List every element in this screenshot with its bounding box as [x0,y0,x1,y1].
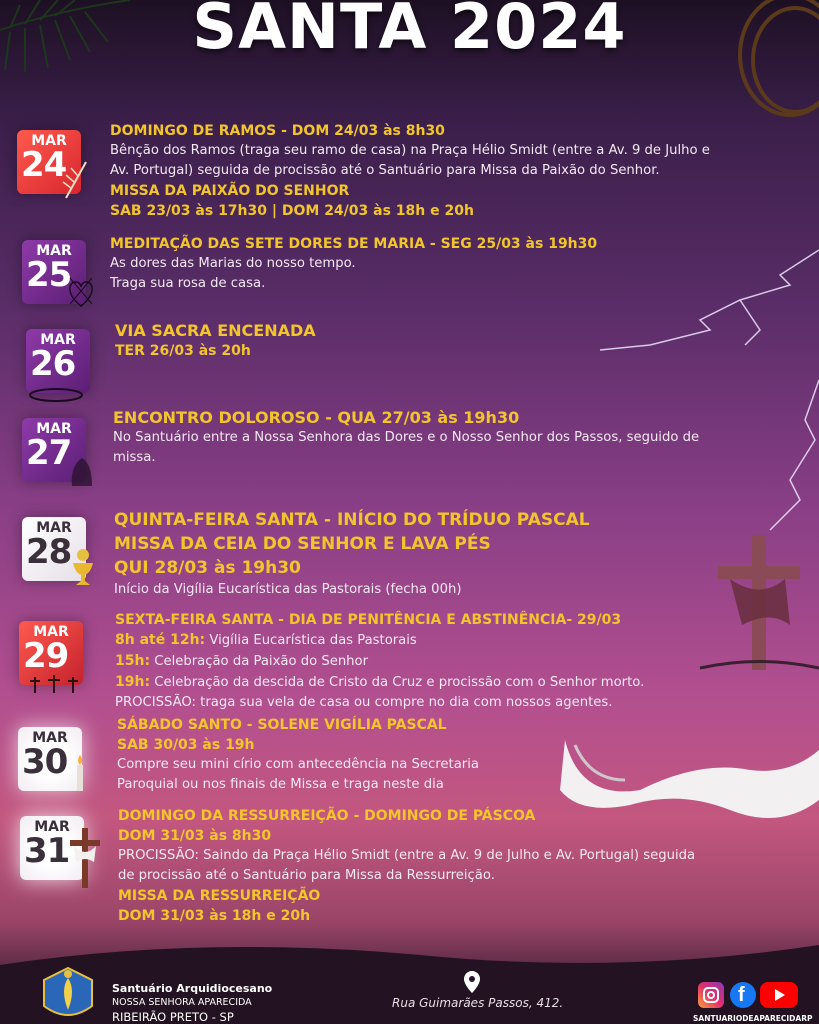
date-badge [17,130,81,194]
badge-day: 26 [30,344,76,384]
badge-month: MAR [32,730,68,746]
date-badge [22,240,86,304]
event-text [115,630,644,651]
sanctuary-logo-icon [38,966,98,1024]
organization-name [112,982,272,1024]
three-crosses-icon [27,675,81,693]
time-label: 15h: [115,653,151,669]
event-schedule: QUI 28/03 às 19h30 [114,558,301,578]
social-handle: SANTUARIODEAPARECIDARP [693,1014,813,1023]
instagram-icon[interactable] [698,982,724,1008]
cross-icon [700,535,819,670]
youtube-icon[interactable] [760,982,798,1008]
event-title: VIA SACRA ENCENADA [115,321,316,340]
event-subtitle: MISSA DA PAIXÃO DO SENHOR [110,183,350,199]
event-text: Compre seu mini círio com antecedência na Secretaria [117,757,479,772]
badge-month: MAR [34,819,70,835]
badge-day: 31 [24,831,70,871]
date-badge [19,621,83,685]
time-desc: Vigília Eucarística das Pastorais [205,633,417,648]
lightning-icon [600,250,819,530]
date-badge [18,727,82,791]
org-line-3: RIBEIRÃO PRETO - SP [112,1010,234,1024]
event-text: Paroquial ou nos finais de Missa e traga neste dia [117,777,444,792]
event-subtitle: MISSA DA RESSURREIÇÃO [118,888,321,904]
event-title: MEDITAÇÃO DAS SETE DORES DE MARIA - SEG 25/03 às 19h30 [110,236,598,252]
badge-day: 30 [22,742,68,782]
badge-day: 28 [26,532,72,572]
event-text: Bênção dos Ramos (traga seu ramo de casa) na Praça Hélio Smidt (entre a Av. 9 de Julho e [110,143,710,158]
event-title: SÁBADO SANTO - SOLENE VIGÍLIA PASCAL [117,717,447,733]
event-text: de procissão até o Santuário para Missa da Ressurreição. [118,868,495,883]
event-text: PROCISSÃO: traga sua vela de casa ou compre no dia com nossos agentes. [115,695,613,710]
badge-month: MAR [36,520,72,536]
event-text [115,651,644,672]
time-desc: Celebração da Paixão do Senhor [150,654,369,669]
badge-month: MAR [40,332,76,348]
event-schedule: DOM 31/03 às 8h30 [118,828,272,844]
event-schedule: DOM 31/03 às 18h e 20h [118,908,311,924]
facebook-icon[interactable]: f [730,982,756,1008]
badge-day: 27 [26,433,72,473]
page-title: SANTA 2024 [192,0,627,63]
chalice-icon [70,547,96,587]
event-text: Av. Portugal) seguida de procissão até o Santuário para Missa da Paixão do Senhor. [110,163,660,178]
pieta-icon [66,452,96,488]
badge-day: 29 [23,636,69,676]
event-subtitle: MISSA DA CEIA DO SENHOR E LAVA PÉS [114,534,491,554]
cross-with-cloth-icon [70,828,100,888]
badge-day: 24 [21,145,67,185]
date-badge [22,517,86,581]
location-pin-icon [463,970,481,994]
badge-month: MAR [33,624,69,640]
event-text: As dores das Marias do nosso tempo. [110,256,356,271]
palm-branch-icon [61,160,91,200]
crown-icon [26,385,86,405]
event-title: SEXTA-FEIRA SANTA - DIA DE PENITÊNCIA E ABSTINÊNCIA- 29/03 [115,612,622,628]
badge-month: MAR [31,133,67,149]
badge-day: 25 [26,255,72,295]
event-text: Traga sua rosa de casa. [110,276,266,291]
event-title: ENCONTRO DOLOROSO - QUA 27/03 às 19h30 [113,408,520,427]
address: Rua Guimarães Passos, 412. [392,996,564,1010]
event-schedule: SAB 30/03 às 19h [117,737,255,753]
badge-month: MAR [36,243,72,259]
time-label: 8h até 12h: [115,632,206,648]
event-title: DOMINGO DE RAMOS - DOM 24/03 às 8h30 [110,123,445,139]
event-text: PROCISSÃO: Saindo da Praça Hélio Smidt (entre a Av. 9 de Julho e Av. Portugal) seguida [118,848,696,863]
date-badge [22,418,86,482]
event-text: No Santuário entre a Nossa Senhora das Dores e o Nosso Senhor dos Passos, seguido de [113,430,700,445]
event-schedule: TER 26/03 às 20h [115,343,251,359]
date-badge [20,816,84,880]
event-text: Início da Vigília Eucarística das Pastorais (fecha 00h) [114,582,462,597]
org-line-2: NOSSA SENHORA APARECIDA [112,997,252,1008]
event-text: missa. [113,450,156,465]
date-badge [26,329,90,393]
candle-icon [68,753,92,797]
event-text [115,672,644,693]
event-title: QUINTA-FEIRA SANTA - INÍCIO DO TRÍDUO PASCAL [114,510,590,530]
time-desc: Celebração da descida de Cristo da Cruz e procissão com o Senhor morto. [150,675,645,690]
event-title: DOMINGO DA RESSURREIÇÃO - DOMINGO DE PÁSCOA [118,808,536,824]
org-line-1: Santuário Arquidiocesano [112,982,273,995]
badge-month: MAR [36,421,72,437]
event-schedule: SAB 23/03 às 17h30 | DOM 24/03 às 18h e 20h [110,203,474,219]
time-label: 19h: [115,674,151,690]
heart-swords-icon [66,274,96,310]
